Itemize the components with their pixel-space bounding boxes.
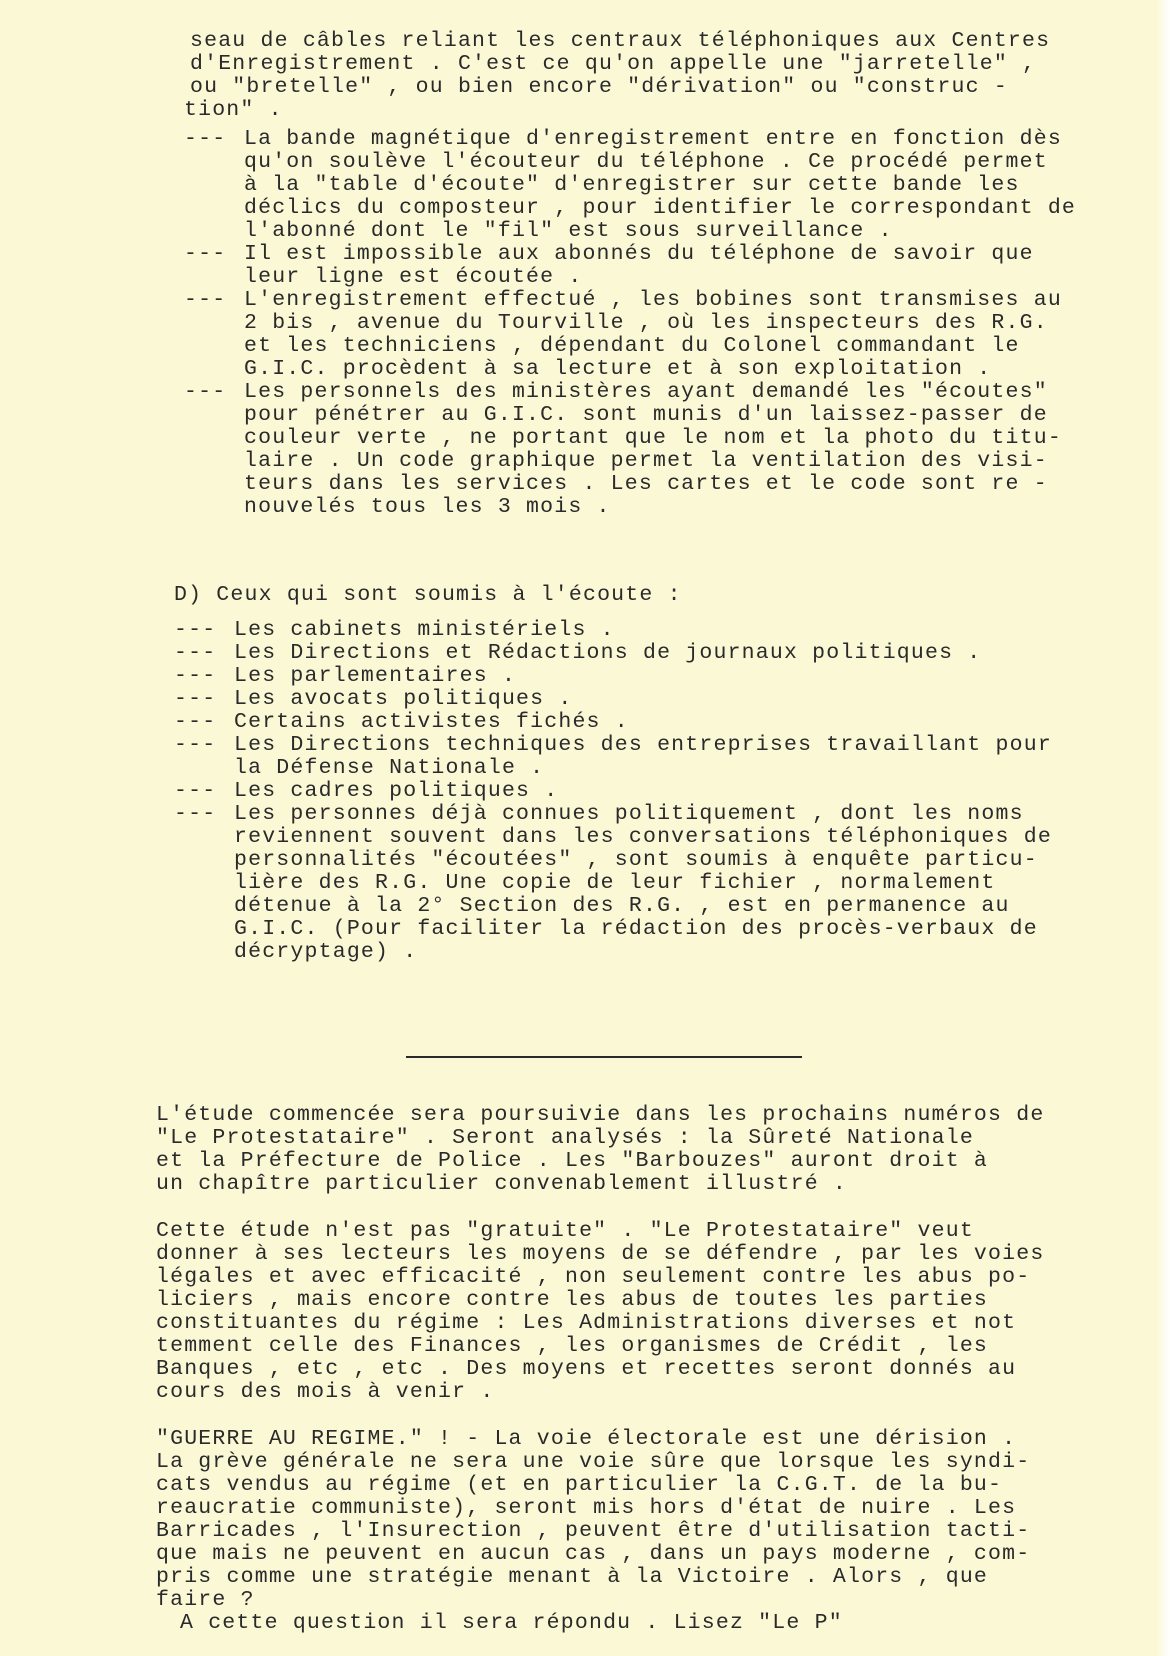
text-line: donner à ses lecteurs les moyens de se défendre , par les voies: [156, 1242, 1045, 1266]
text-line: détenue à la 2° Section des R.G. , est en permanence au: [234, 894, 1010, 918]
list-item: [174, 619, 1094, 642]
text-line: à la "table d'écoute" d'enregistrer sur cette bande les: [244, 173, 1020, 197]
text-line: Les parlementaires .: [234, 664, 517, 688]
text-line: La bande magnétique d'enregistrement entre en fonction dès: [244, 127, 1062, 151]
text-line: nouvelés tous les 3 mois .: [244, 495, 611, 519]
text-line: Les avocats politiques .: [234, 687, 573, 711]
text-line: pour pénétrer au G.I.C. sont munis d'un laissez-passer de: [244, 403, 1048, 427]
text-line: qu'on soulève l'écouteur du téléphone . Ce procédé permet: [244, 150, 1048, 174]
dash-marker: ---: [174, 779, 217, 803]
text-line: Les personnes déjà connues politiquement , dont les noms: [234, 802, 1024, 826]
dash-marker: ---: [184, 288, 227, 312]
text-line: couleur verte , ne portant que le nom et la photo du titu-: [244, 426, 1062, 450]
text-line: personnalités "écoutées" , sont soumis à enquête particu-: [234, 848, 1038, 872]
intro-paragraph: [184, 29, 1096, 122]
paragraph-call-to-action: [156, 1428, 1096, 1635]
section-d: [174, 584, 1094, 964]
text-line: teurs dans les services . Les cartes et le code sont re -: [244, 472, 1048, 496]
list-item: [174, 803, 1094, 964]
text-line: 2 bis , avenue du Tourville , où les inspecteurs des R.G.: [244, 311, 1048, 335]
text-line: seau de câbles reliant les centraux téléphoniques aux Centres: [190, 29, 1051, 53]
text-line: L'étude commencée sera poursuivie dans les prochains numéros de: [156, 1103, 1045, 1127]
list-item: [184, 289, 1096, 381]
text-line: un chapître particulier convenablement illustré .: [156, 1172, 848, 1196]
text-line: reaucratie communiste), seront mis hors d'état de nuire . Les: [156, 1496, 1017, 1520]
text-line: que mais ne peuvent en aucun cas , dans un pays moderne , com-: [156, 1542, 1031, 1566]
text-line: ou "bretelle" , ou bien encore "dérivation" ou "construc -: [190, 75, 1008, 99]
section-heading: D) Ceux qui sont soumis à l'écoute :: [174, 583, 682, 607]
text-line: constituantes du régime : Les Administrations diverses et not: [156, 1311, 1017, 1335]
section-c-continuation: [184, 29, 1096, 519]
text-line: l'abonné dont le "fil" est sous surveillance .: [244, 219, 893, 243]
dash-marker: ---: [174, 618, 217, 642]
paragraph-purpose: [156, 1220, 1096, 1404]
list-item: [184, 243, 1096, 289]
text-line: Certains activistes fichés .: [234, 710, 629, 734]
text-line: A cette question il sera répondu . Lisez "Le P": [180, 1611, 843, 1635]
text-line: Banques , etc , etc . Des moyens et recettes seront donnés au: [156, 1357, 1017, 1381]
text-line: déclics du composteur , pour identifier le correspondant de: [244, 196, 1077, 220]
text-line: lière des R.G. Une copie de leur fichier , normalement: [234, 871, 996, 895]
text-line: Barricades , l'Insurection , peuvent être d'utilisation tacti-: [156, 1519, 1031, 1543]
text-line: Les Directions techniques des entreprises travaillant pour: [234, 733, 1052, 757]
list-item: [174, 665, 1094, 688]
text-line: Les cabinets ministériels .: [234, 618, 615, 642]
text-line: la Défense Nationale .: [234, 756, 545, 780]
list-item: [174, 711, 1094, 734]
list-item: [174, 642, 1094, 665]
list-item: [174, 780, 1094, 803]
text-line: leur ligne est écoutée .: [244, 265, 583, 289]
text-line: légales et avec efficacité , non seulement contre les abus po-: [156, 1265, 1031, 1289]
list-item: [184, 128, 1096, 243]
dash-marker: ---: [184, 380, 227, 404]
text-line: "Le Protestataire" . Seront analysés : la Sûreté Nationale: [156, 1126, 974, 1150]
text-line: faire ?: [156, 1588, 255, 1612]
text-line: Les Directions et Rédactions de journaux politiques .: [234, 641, 982, 665]
text-line: et la Préfecture de Police . Les "Barbouzes" auront droit à: [156, 1149, 989, 1173]
dash-marker: ---: [174, 664, 217, 688]
section-divider: [406, 1056, 802, 1058]
list-item: [184, 381, 1096, 519]
text-line: pris comme une stratégie menant à la Victoire . Alors , que: [156, 1565, 989, 1589]
dash-marker: ---: [184, 242, 227, 266]
text-line: laire . Un code graphique permet la ventilation des visi-: [244, 449, 1048, 473]
dash-marker: ---: [184, 127, 227, 151]
text-line: Il est impossible aux abonnés du téléphone de savoir que: [244, 242, 1034, 266]
dash-marker: ---: [174, 687, 217, 711]
paragraph-continuation-note: [156, 1104, 1096, 1196]
dash-marker: ---: [174, 802, 217, 826]
dash-marker: ---: [174, 710, 217, 734]
list-item: [174, 688, 1094, 711]
text-line: décryptage) .: [234, 940, 418, 964]
text-line: "GUERRE AU REGIME." ! - La voie électorale est une dérision .: [156, 1427, 1017, 1451]
list-item: [174, 734, 1094, 780]
text-line: Cette étude n'est pas "gratuite" . "Le Protestataire" veut: [156, 1219, 974, 1243]
text-line: liciers , mais encore contre les abus de toutes les parties: [156, 1288, 989, 1312]
text-line: La grève générale ne sera une voie sûre que lorsque les syndi-: [156, 1450, 1031, 1474]
text-line: cours des mois à venir .: [156, 1380, 495, 1404]
text-line: Les personnels des ministères ayant demandé les "écoutes": [244, 380, 1048, 404]
dash-marker: ---: [174, 733, 217, 757]
text-line: G.I.C. procèdent à sa lecture et à son exploitation .: [244, 357, 992, 381]
text-line: d'Enregistrement . C'est ce qu'on appelle une "jarretelle" ,: [190, 52, 1037, 76]
closing-text: [156, 1104, 1096, 1635]
text-line: Les cadres politiques .: [234, 779, 559, 803]
text-line: reviennent souvent dans les conversations téléphoniques de: [234, 825, 1052, 849]
text-line: G.I.C. (Pour faciliter la rédaction des procès-verbaux de: [234, 917, 1038, 941]
text-line: L'enregistrement effectué , les bobines sont transmises au: [244, 288, 1062, 312]
text-line: et les techniciens , dépendant du Colonel commandant le: [244, 334, 1020, 358]
text-line: tion" .: [184, 98, 283, 122]
dash-marker: ---: [174, 641, 217, 665]
text-line: cats vendus au régime (et en particulier la C.G.T. de la bu-: [156, 1473, 1003, 1497]
text-line: temment celle des Finances , les organismes de Crédit , les: [156, 1334, 989, 1358]
